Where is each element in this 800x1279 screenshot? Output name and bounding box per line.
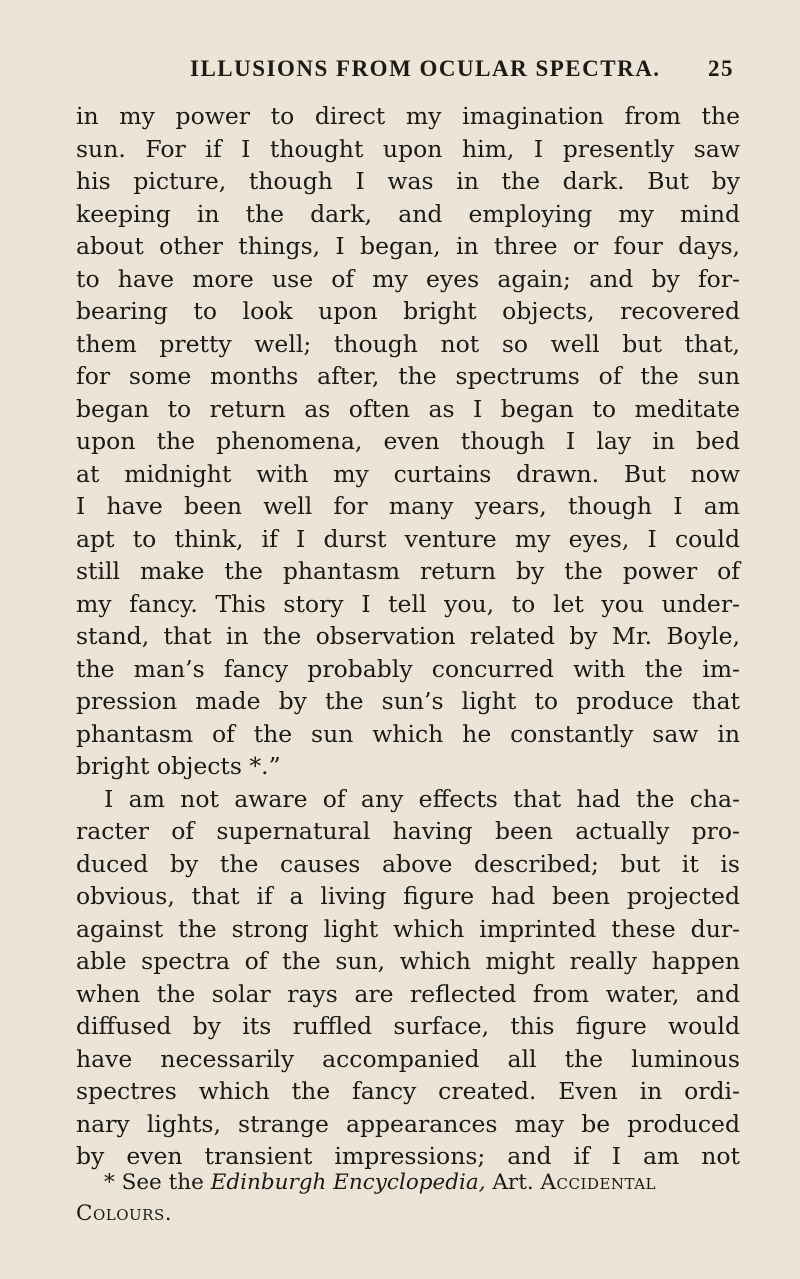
text-line: diffused by its ruffled surface, this figure would: [76, 1012, 740, 1040]
text-line: obvious, that if a living figure had been projected: [76, 882, 740, 910]
text-line: by even transient impressions; and if I am not: [76, 1142, 740, 1170]
text-line: racter of supernatural having been actually pro-: [76, 817, 740, 845]
text-line: about other things, I began, in three or four days,: [76, 232, 740, 260]
footnote-line: [76, 1198, 740, 1229]
running-head-title: ILLUSIONS FROM OCULAR SPECTRA.: [190, 56, 661, 81]
text-line: the man’s fancy probably concurred with the im-: [76, 654, 740, 683]
text-line: phantasm of the sun which he constantly saw in: [76, 719, 740, 748]
footnote-marker: * See the: [104, 1170, 204, 1195]
text-line: in my power to direct my imagination from the: [76, 102, 740, 130]
text-line: for some months after, the spectrums of the sun: [76, 362, 740, 390]
footnote-line: [76, 1167, 740, 1198]
text-line: duced by the causes above described; but it is: [76, 849, 740, 878]
footnote-article-prefix: Art.: [492, 1170, 534, 1195]
text-line: them pretty well; though not so well but that,: [76, 329, 740, 358]
text-line: nary lights, strange appearances may be produced: [76, 1109, 740, 1138]
text-line: against the strong light which imprinted these dur-: [76, 914, 740, 943]
footnote-article-title: Accidental: [540, 1170, 657, 1195]
footnote-work-title: Edinburgh Encyclopedia,: [210, 1170, 486, 1195]
text-line: apt to think, if I durst venture my eyes, I could: [76, 524, 740, 553]
text-line: his picture, though I was in the dark. But by: [76, 167, 740, 195]
footnote: [76, 1167, 740, 1229]
text-line-paragraph-end: bright objects *.”: [76, 752, 281, 780]
body-text: [76, 100, 740, 1173]
text-line: upon the phenomena, even though I lay in bed: [76, 427, 740, 455]
text-line: began to return as often as I began to meditate: [76, 394, 740, 423]
page-number: 25: [708, 56, 734, 81]
text-line: stand, that in the observation related by Mr. Boyle,: [76, 622, 740, 650]
running-head: [190, 56, 734, 86]
text-line: to have more use of my eyes again; and by for-: [76, 264, 740, 293]
text-line: bearing to look upon bright objects, recovered: [76, 297, 740, 325]
text-line: able spectra of the sun, which might really happen: [76, 947, 740, 975]
text-line: have necessarily accompanied all the luminous: [76, 1044, 740, 1073]
text-line: my fancy. This story I tell you, to let you under-: [76, 589, 740, 618]
text-line: pression made by the sun’s light to produce that: [76, 687, 740, 715]
text-line: spectres which the fancy created. Even in ordi-: [76, 1077, 740, 1105]
text-line: at midnight with my curtains drawn. But now: [76, 459, 740, 488]
footnote-article-title-continued: Colours.: [76, 1201, 173, 1226]
text-line: keeping in the dark, and employing my mind: [76, 199, 740, 228]
text-line: I have been well for many years, though I am: [76, 492, 740, 520]
text-line: when the solar rays are reflected from water, and: [76, 979, 740, 1008]
text-line: still make the phantasm return by the power of: [76, 557, 740, 585]
text-line: sun. For if I thought upon him, I presently saw: [76, 134, 740, 163]
text-line-paragraph-start: I am not aware of any effects that had the cha-: [104, 784, 740, 813]
